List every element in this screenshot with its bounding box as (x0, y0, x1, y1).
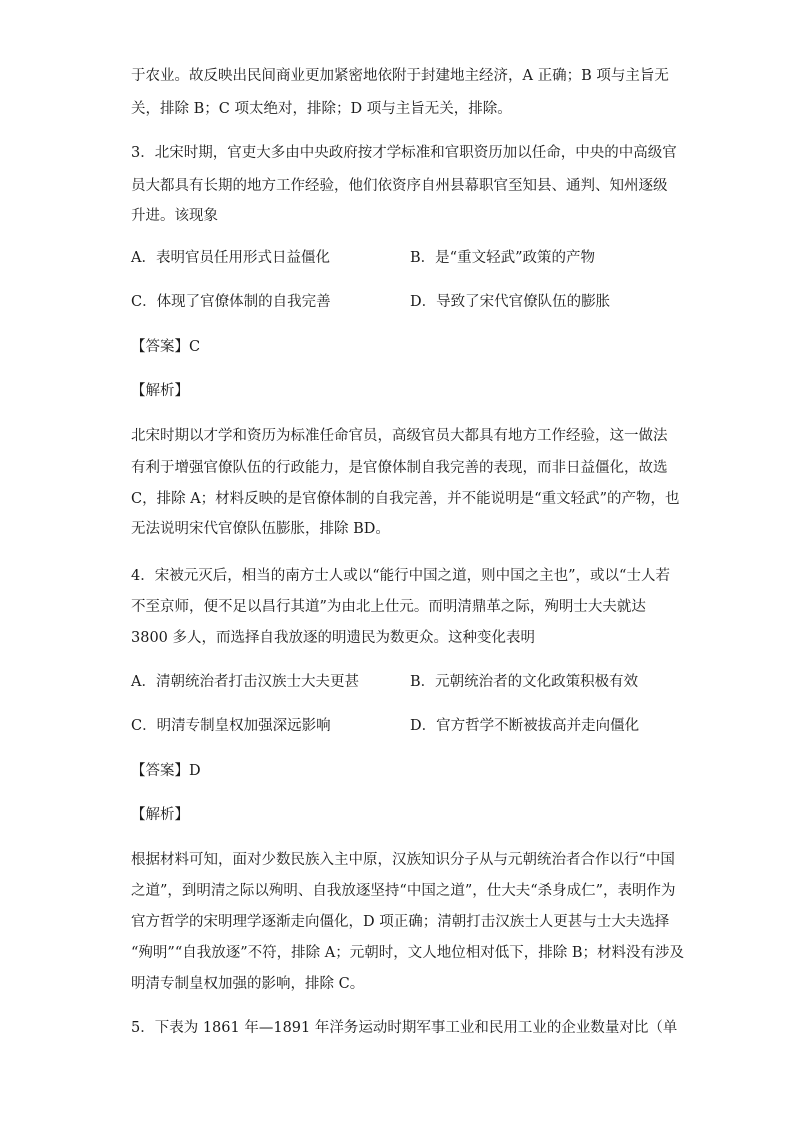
q3-option-c: C．体现了官僚体制的自我完善 (131, 294, 331, 310)
q3-option-a: A．表明官员任用形式日益僵化 (131, 250, 330, 266)
q4-stem-line-1: 4．宋被元灭后，相当的南方士人或以“能行中国之道，则中国之主也”，或以“士人若 (131, 568, 670, 584)
q3-stem-line-2: 员大都具有长期的地方工作经验，他们依资序自州县幕职官至知县、通判、知州逐级 (131, 178, 668, 194)
q3-analysis-line-4: 无法说明宋代官僚队伍膨胀，排除 BD。 (131, 521, 390, 537)
q3-analysis-line-2: 有利于增强官僚队伍的行政能力，是官僚体制自我完善的表现，而非日益僵化，故选 (131, 460, 668, 476)
q4-option-c: C．明清专制皇权加强深远影响 (131, 718, 331, 734)
q3-option-b: B．是“重文轻武”政策的产物 (410, 250, 595, 266)
q4-analysis-line-2: 之道”，到明清之际以殉明、自我放逐坚持“中国之道”，仕大夫“杀身成仁”，表明作为 (131, 883, 676, 899)
q4-analysis-label: 【解析】 (131, 807, 189, 823)
q4-stem-line-3: 3800 多人，而选择自我放逐的明遗民为数更众。这种变化表明 (131, 630, 536, 646)
intro-line-2: 关，排除 B；C 项太绝对，排除；D 项与主旨无关，排除。 (131, 101, 512, 117)
q4-analysis-line-5: 明清专制皇权加强的影响，排除 C。 (131, 976, 365, 992)
q3-answer: 【答案】C (131, 339, 201, 355)
q3-stem-line-3: 升进。该现象 (131, 208, 218, 224)
intro-line-1: 于农业。故反映出民间商业更加紧密地依附于封建地主经济，A 正确；B 项与主旨无 (131, 68, 669, 84)
q3-stem-line-1: 3．北宋时期，官吏大多由中央政府按才学标准和官职资历加以任命，中央的中高级官 (131, 145, 677, 161)
q4-option-b: B．元朝统治者的文化政策积极有效 (410, 674, 639, 690)
q3-analysis-line-3: C，排除 A；材料反映的是官僚体制的自我完善，并不能说明是“重文轻武”的产物，也 (131, 491, 680, 507)
q3-analysis-label: 【解析】 (131, 383, 189, 399)
q4-answer: 【答案】D (131, 763, 201, 779)
q4-analysis-line-4: “殉明”“自我放逐”不符，排除 A；元朝时，文人地位相对低下，排除 B；材料没有涉及 (131, 945, 684, 961)
q4-stem-line-2: 不至京师，便不足以昌行其道”为由北上仕元。而明清鼎革之际，殉明士大夫就达 (131, 599, 646, 615)
q4-analysis-line-3: 官方哲学的宋明理学逐渐走向僵化，D 项正确；清朝打击汉族士人更甚与士大夫选择 (131, 914, 670, 930)
q4-option-d: D．官方哲学不断被拔高并走向僵化 (410, 718, 640, 734)
q3-option-d: D．导致了宋代官僚队伍的膨胀 (410, 294, 611, 310)
q4-analysis-line-1: 根据材料可知，面对少数民族入主中原，汉族知识分子从与元朝统治者合作以行“中国 (131, 852, 675, 868)
q5-stem-line-1: 5．下表为 1861 年—1891 年洋务运动时期军事工业和民用工业的企业数量对比（单 (131, 1020, 678, 1036)
q3-analysis-line-1: 北宋时期以才学和资历为标准任命官员，高级官员大都具有地方工作经验，这一做法 (131, 428, 668, 444)
q4-option-a: A．清朝统治者打击汉族士大夫更甚 (131, 674, 359, 690)
